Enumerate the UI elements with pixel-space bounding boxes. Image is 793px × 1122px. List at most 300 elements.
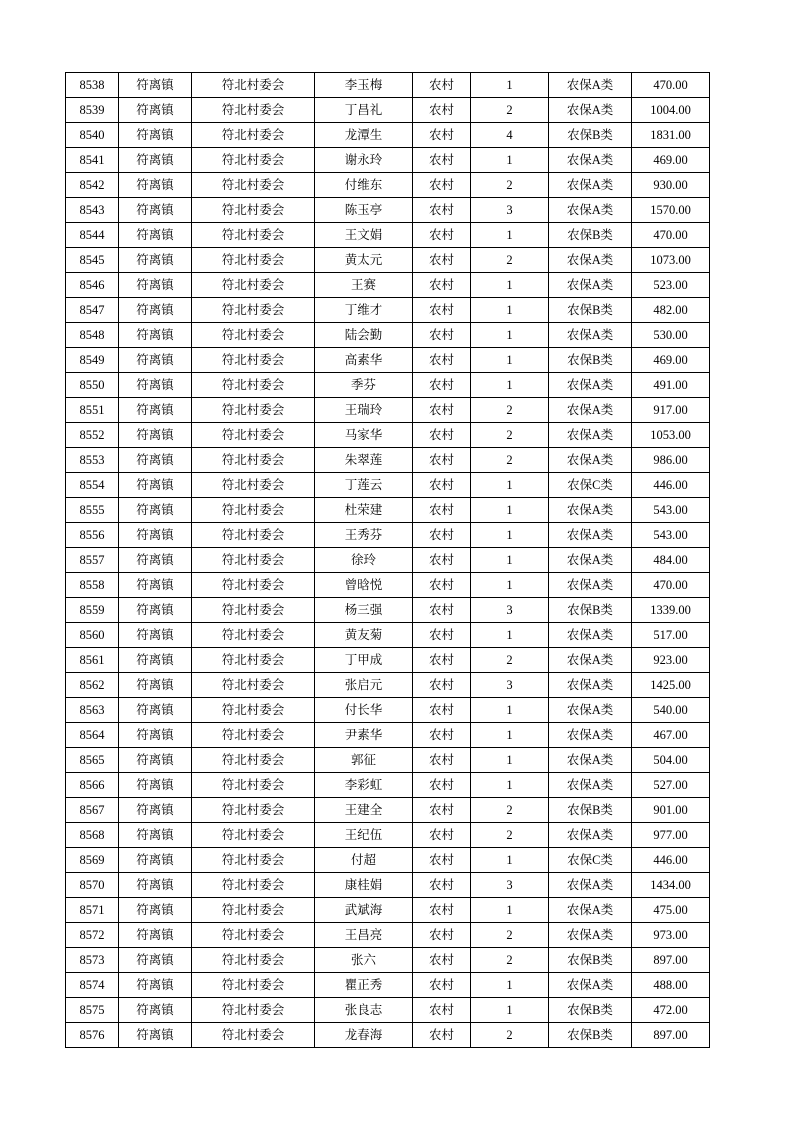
cell-count: 1 <box>471 223 549 248</box>
cell-village: 符北村委会 <box>192 848 315 873</box>
cell-amount: 470.00 <box>632 73 710 98</box>
cell-insurance: 农保A类 <box>549 548 632 573</box>
cell-town: 符离镇 <box>119 148 192 173</box>
cell-count: 2 <box>471 798 549 823</box>
cell-village: 符北村委会 <box>192 823 315 848</box>
cell-village: 符北村委会 <box>192 323 315 348</box>
cell-town: 符离镇 <box>119 73 192 98</box>
cell-insurance: 农保A类 <box>549 423 632 448</box>
cell-name: 尹素华 <box>315 723 413 748</box>
cell-count: 1 <box>471 148 549 173</box>
cell-town: 符离镇 <box>119 898 192 923</box>
cell-name: 黄太元 <box>315 248 413 273</box>
cell-insurance: 农保A类 <box>549 73 632 98</box>
cell-insurance: 农保B类 <box>549 948 632 973</box>
cell-name: 王赛 <box>315 273 413 298</box>
cell-id: 8567 <box>66 798 119 823</box>
cell-village: 符北村委会 <box>192 748 315 773</box>
cell-id: 8571 <box>66 898 119 923</box>
cell-insurance: 农保A类 <box>549 773 632 798</box>
cell-insurance: 农保A类 <box>549 523 632 548</box>
cell-category: 农村 <box>413 723 471 748</box>
cell-count: 2 <box>471 248 549 273</box>
cell-id: 8573 <box>66 948 119 973</box>
cell-amount: 446.00 <box>632 473 710 498</box>
cell-amount: 523.00 <box>632 273 710 298</box>
cell-village: 符北村委会 <box>192 648 315 673</box>
cell-amount: 930.00 <box>632 173 710 198</box>
cell-amount: 1425.00 <box>632 673 710 698</box>
cell-village: 符北村委会 <box>192 923 315 948</box>
cell-count: 2 <box>471 173 549 198</box>
cell-count: 1 <box>471 473 549 498</box>
cell-id: 8556 <box>66 523 119 548</box>
cell-town: 符离镇 <box>119 673 192 698</box>
cell-id: 8574 <box>66 973 119 998</box>
cell-id: 8564 <box>66 723 119 748</box>
cell-amount: 488.00 <box>632 973 710 998</box>
cell-category: 农村 <box>413 498 471 523</box>
cell-town: 符离镇 <box>119 173 192 198</box>
cell-insurance: 农保A类 <box>549 648 632 673</box>
cell-name: 武斌海 <box>315 898 413 923</box>
cell-category: 农村 <box>413 248 471 273</box>
cell-id: 8549 <box>66 348 119 373</box>
cell-category: 农村 <box>413 773 471 798</box>
cell-count: 1 <box>471 698 549 723</box>
cell-count: 1 <box>471 898 549 923</box>
cell-name: 徐玲 <box>315 548 413 573</box>
cell-insurance: 农保A类 <box>549 748 632 773</box>
cell-category: 农村 <box>413 348 471 373</box>
cell-insurance: 农保B类 <box>549 298 632 323</box>
cell-count: 1 <box>471 273 549 298</box>
cell-town: 符离镇 <box>119 873 192 898</box>
cell-name: 龙潭生 <box>315 123 413 148</box>
cell-town: 符离镇 <box>119 923 192 948</box>
cell-amount: 1434.00 <box>632 873 710 898</box>
cell-town: 符离镇 <box>119 848 192 873</box>
cell-village: 符北村委会 <box>192 573 315 598</box>
cell-category: 农村 <box>413 298 471 323</box>
cell-village: 符北村委会 <box>192 998 315 1023</box>
cell-count: 2 <box>471 448 549 473</box>
cell-amount: 470.00 <box>632 573 710 598</box>
cell-village: 符北村委会 <box>192 548 315 573</box>
subsidy-table <box>65 72 710 1048</box>
cell-count: 2 <box>471 948 549 973</box>
cell-amount: 446.00 <box>632 848 710 873</box>
cell-category: 农村 <box>413 523 471 548</box>
cell-amount: 917.00 <box>632 398 710 423</box>
cell-insurance: 农保B类 <box>549 348 632 373</box>
table-row <box>66 973 710 998</box>
cell-name: 付维东 <box>315 173 413 198</box>
cell-town: 符离镇 <box>119 1023 192 1048</box>
table-row <box>66 798 710 823</box>
cell-category: 农村 <box>413 923 471 948</box>
cell-village: 符北村委会 <box>192 873 315 898</box>
cell-village: 符北村委会 <box>192 723 315 748</box>
table-row <box>66 248 710 273</box>
table-row <box>66 773 710 798</box>
table-row <box>66 73 710 98</box>
cell-category: 农村 <box>413 1023 471 1048</box>
cell-amount: 530.00 <box>632 323 710 348</box>
cell-name: 康桂娟 <box>315 873 413 898</box>
cell-id: 8562 <box>66 673 119 698</box>
cell-category: 农村 <box>413 173 471 198</box>
cell-amount: 484.00 <box>632 548 710 573</box>
cell-count: 2 <box>471 823 549 848</box>
table-row <box>66 123 710 148</box>
cell-amount: 517.00 <box>632 623 710 648</box>
cell-name: 马家华 <box>315 423 413 448</box>
cell-amount: 469.00 <box>632 348 710 373</box>
cell-insurance: 农保A类 <box>549 148 632 173</box>
cell-id: 8543 <box>66 198 119 223</box>
cell-insurance: 农保B类 <box>549 1023 632 1048</box>
cell-id: 8538 <box>66 73 119 98</box>
cell-town: 符离镇 <box>119 398 192 423</box>
cell-village: 符北村委会 <box>192 348 315 373</box>
cell-category: 农村 <box>413 748 471 773</box>
cell-id: 8541 <box>66 148 119 173</box>
cell-count: 1 <box>471 523 549 548</box>
cell-id: 8560 <box>66 623 119 648</box>
cell-town: 符离镇 <box>119 773 192 798</box>
cell-insurance: 农保A类 <box>549 173 632 198</box>
table-row <box>66 698 710 723</box>
cell-id: 8547 <box>66 298 119 323</box>
cell-village: 符北村委会 <box>192 398 315 423</box>
table-row <box>66 348 710 373</box>
table-row <box>66 923 710 948</box>
cell-town: 符离镇 <box>119 573 192 598</box>
cell-town: 符离镇 <box>119 323 192 348</box>
cell-count: 2 <box>471 398 549 423</box>
cell-count: 1 <box>471 723 549 748</box>
cell-id: 8553 <box>66 448 119 473</box>
cell-amount: 472.00 <box>632 998 710 1023</box>
cell-category: 农村 <box>413 148 471 173</box>
cell-insurance: 农保A类 <box>549 623 632 648</box>
cell-name: 张良志 <box>315 998 413 1023</box>
cell-insurance: 农保A类 <box>549 498 632 523</box>
cell-count: 1 <box>471 998 549 1023</box>
cell-village: 符北村委会 <box>192 98 315 123</box>
cell-village: 符北村委会 <box>192 373 315 398</box>
cell-town: 符离镇 <box>119 798 192 823</box>
cell-amount: 467.00 <box>632 723 710 748</box>
cell-category: 农村 <box>413 898 471 923</box>
cell-insurance: 农保A类 <box>549 248 632 273</box>
cell-insurance: 农保A类 <box>549 273 632 298</box>
cell-name: 王建全 <box>315 798 413 823</box>
cell-town: 符离镇 <box>119 248 192 273</box>
table-row <box>66 623 710 648</box>
cell-village: 符北村委会 <box>192 1023 315 1048</box>
table-row <box>66 573 710 598</box>
cell-category: 农村 <box>413 698 471 723</box>
cell-insurance: 农保A类 <box>549 573 632 598</box>
table-row <box>66 273 710 298</box>
cell-village: 符北村委会 <box>192 73 315 98</box>
cell-name: 李玉梅 <box>315 73 413 98</box>
cell-town: 符离镇 <box>119 623 192 648</box>
table-row <box>66 748 710 773</box>
cell-town: 符离镇 <box>119 548 192 573</box>
cell-town: 符离镇 <box>119 298 192 323</box>
cell-name: 郭征 <box>315 748 413 773</box>
cell-id: 8544 <box>66 223 119 248</box>
cell-amount: 977.00 <box>632 823 710 848</box>
cell-town: 符离镇 <box>119 123 192 148</box>
cell-insurance: 农保A类 <box>549 398 632 423</box>
table-row <box>66 198 710 223</box>
table-row <box>66 298 710 323</box>
cell-amount: 973.00 <box>632 923 710 948</box>
cell-category: 农村 <box>413 73 471 98</box>
cell-village: 符北村委会 <box>192 123 315 148</box>
cell-town: 符离镇 <box>119 973 192 998</box>
cell-id: 8558 <box>66 573 119 598</box>
cell-village: 符北村委会 <box>192 248 315 273</box>
cell-insurance: 农保A类 <box>549 898 632 923</box>
cell-count: 3 <box>471 198 549 223</box>
cell-category: 农村 <box>413 973 471 998</box>
cell-category: 农村 <box>413 98 471 123</box>
cell-category: 农村 <box>413 798 471 823</box>
cell-village: 符北村委会 <box>192 498 315 523</box>
cell-insurance: 农保A类 <box>549 373 632 398</box>
cell-insurance: 农保A类 <box>549 323 632 348</box>
cell-count: 2 <box>471 648 549 673</box>
table-row <box>66 848 710 873</box>
cell-id: 8563 <box>66 698 119 723</box>
cell-id: 8540 <box>66 123 119 148</box>
cell-count: 4 <box>471 123 549 148</box>
cell-count: 1 <box>471 323 549 348</box>
cell-id: 8554 <box>66 473 119 498</box>
table-row <box>66 498 710 523</box>
cell-insurance: 农保C类 <box>549 848 632 873</box>
cell-id: 8570 <box>66 873 119 898</box>
cell-count: 3 <box>471 673 549 698</box>
cell-insurance: 农保A类 <box>549 723 632 748</box>
cell-amount: 897.00 <box>632 948 710 973</box>
cell-insurance: 农保A类 <box>549 873 632 898</box>
table-row <box>66 648 710 673</box>
table-row <box>66 323 710 348</box>
cell-category: 农村 <box>413 323 471 348</box>
table-row <box>66 673 710 698</box>
cell-category: 农村 <box>413 998 471 1023</box>
cell-town: 符离镇 <box>119 373 192 398</box>
cell-category: 农村 <box>413 448 471 473</box>
cell-category: 农村 <box>413 273 471 298</box>
cell-name: 付超 <box>315 848 413 873</box>
cell-amount: 1570.00 <box>632 198 710 223</box>
cell-id: 8546 <box>66 273 119 298</box>
cell-name: 王瑞玲 <box>315 398 413 423</box>
cell-amount: 1339.00 <box>632 598 710 623</box>
cell-town: 符离镇 <box>119 473 192 498</box>
cell-village: 符北村委会 <box>192 298 315 323</box>
cell-amount: 897.00 <box>632 1023 710 1048</box>
cell-town: 符离镇 <box>119 648 192 673</box>
cell-amount: 540.00 <box>632 698 710 723</box>
cell-category: 农村 <box>413 198 471 223</box>
subsidy-table-body <box>66 73 710 1048</box>
cell-village: 符北村委会 <box>192 223 315 248</box>
cell-category: 农村 <box>413 123 471 148</box>
cell-id: 8542 <box>66 173 119 198</box>
cell-town: 符离镇 <box>119 273 192 298</box>
cell-town: 符离镇 <box>119 98 192 123</box>
cell-id: 8545 <box>66 248 119 273</box>
cell-village: 符北村委会 <box>192 173 315 198</box>
cell-count: 2 <box>471 98 549 123</box>
cell-town: 符离镇 <box>119 998 192 1023</box>
cell-category: 农村 <box>413 473 471 498</box>
cell-id: 8551 <box>66 398 119 423</box>
cell-town: 符离镇 <box>119 598 192 623</box>
cell-name: 朱翠莲 <box>315 448 413 473</box>
table-row <box>66 1023 710 1048</box>
cell-id: 8555 <box>66 498 119 523</box>
cell-amount: 527.00 <box>632 773 710 798</box>
table-row <box>66 398 710 423</box>
cell-insurance: 农保B类 <box>549 123 632 148</box>
cell-name: 付长华 <box>315 698 413 723</box>
cell-village: 符北村委会 <box>192 623 315 648</box>
cell-id: 8561 <box>66 648 119 673</box>
cell-category: 农村 <box>413 598 471 623</box>
cell-insurance: 农保A类 <box>549 98 632 123</box>
cell-id: 8568 <box>66 823 119 848</box>
cell-amount: 986.00 <box>632 448 710 473</box>
cell-town: 符离镇 <box>119 223 192 248</box>
table-row <box>66 598 710 623</box>
cell-category: 农村 <box>413 573 471 598</box>
cell-id: 8576 <box>66 1023 119 1048</box>
cell-village: 符北村委会 <box>192 973 315 998</box>
cell-count: 1 <box>471 498 549 523</box>
cell-count: 1 <box>471 298 549 323</box>
cell-id: 8566 <box>66 773 119 798</box>
cell-village: 符北村委会 <box>192 948 315 973</box>
cell-amount: 504.00 <box>632 748 710 773</box>
cell-name: 王昌亮 <box>315 923 413 948</box>
cell-town: 符离镇 <box>119 498 192 523</box>
cell-village: 符北村委会 <box>192 798 315 823</box>
table-row <box>66 523 710 548</box>
table-row <box>66 98 710 123</box>
cell-village: 符北村委会 <box>192 423 315 448</box>
table-row <box>66 423 710 448</box>
cell-name: 丁维才 <box>315 298 413 323</box>
cell-town: 符离镇 <box>119 448 192 473</box>
cell-name: 杜荣建 <box>315 498 413 523</box>
cell-name: 陆会勤 <box>315 323 413 348</box>
cell-name: 曾晗悦 <box>315 573 413 598</box>
cell-name: 黄友菊 <box>315 623 413 648</box>
cell-count: 1 <box>471 373 549 398</box>
cell-count: 2 <box>471 923 549 948</box>
cell-town: 符离镇 <box>119 698 192 723</box>
cell-town: 符离镇 <box>119 198 192 223</box>
cell-amount: 543.00 <box>632 523 710 548</box>
cell-count: 1 <box>471 73 549 98</box>
table-row <box>66 948 710 973</box>
cell-category: 农村 <box>413 548 471 573</box>
cell-amount: 475.00 <box>632 898 710 923</box>
table-row <box>66 998 710 1023</box>
table-row <box>66 548 710 573</box>
cell-insurance: 农保A类 <box>549 923 632 948</box>
cell-category: 农村 <box>413 623 471 648</box>
cell-count: 1 <box>471 623 549 648</box>
cell-town: 符离镇 <box>119 348 192 373</box>
cell-count: 1 <box>471 573 549 598</box>
cell-id: 8565 <box>66 748 119 773</box>
cell-id: 8575 <box>66 998 119 1023</box>
cell-village: 符北村委会 <box>192 598 315 623</box>
table-row <box>66 148 710 173</box>
cell-village: 符北村委会 <box>192 448 315 473</box>
cell-insurance: 农保A类 <box>549 698 632 723</box>
cell-count: 1 <box>471 973 549 998</box>
cell-insurance: 农保B类 <box>549 598 632 623</box>
cell-id: 8569 <box>66 848 119 873</box>
cell-name: 丁莲云 <box>315 473 413 498</box>
cell-name: 张六 <box>315 948 413 973</box>
cell-name: 王秀芬 <box>315 523 413 548</box>
cell-insurance: 农保A类 <box>549 823 632 848</box>
cell-town: 符离镇 <box>119 948 192 973</box>
cell-count: 2 <box>471 1023 549 1048</box>
cell-category: 农村 <box>413 873 471 898</box>
cell-id: 8539 <box>66 98 119 123</box>
cell-village: 符北村委会 <box>192 698 315 723</box>
cell-name: 杨三强 <box>315 598 413 623</box>
cell-amount: 491.00 <box>632 373 710 398</box>
cell-name: 陈玉亭 <box>315 198 413 223</box>
table-row <box>66 373 710 398</box>
cell-village: 符北村委会 <box>192 898 315 923</box>
cell-town: 符离镇 <box>119 523 192 548</box>
cell-town: 符离镇 <box>119 823 192 848</box>
cell-id: 8550 <box>66 373 119 398</box>
table-row <box>66 823 710 848</box>
cell-amount: 543.00 <box>632 498 710 523</box>
table-row <box>66 473 710 498</box>
cell-count: 1 <box>471 348 549 373</box>
cell-village: 符北村委会 <box>192 148 315 173</box>
cell-village: 符北村委会 <box>192 273 315 298</box>
cell-id: 8557 <box>66 548 119 573</box>
table-row <box>66 723 710 748</box>
cell-category: 农村 <box>413 823 471 848</box>
cell-insurance: 农保A类 <box>549 673 632 698</box>
table-row <box>66 448 710 473</box>
cell-amount: 1073.00 <box>632 248 710 273</box>
cell-insurance: 农保B类 <box>549 223 632 248</box>
cell-name: 王文娟 <box>315 223 413 248</box>
cell-amount: 1053.00 <box>632 423 710 448</box>
cell-category: 农村 <box>413 223 471 248</box>
